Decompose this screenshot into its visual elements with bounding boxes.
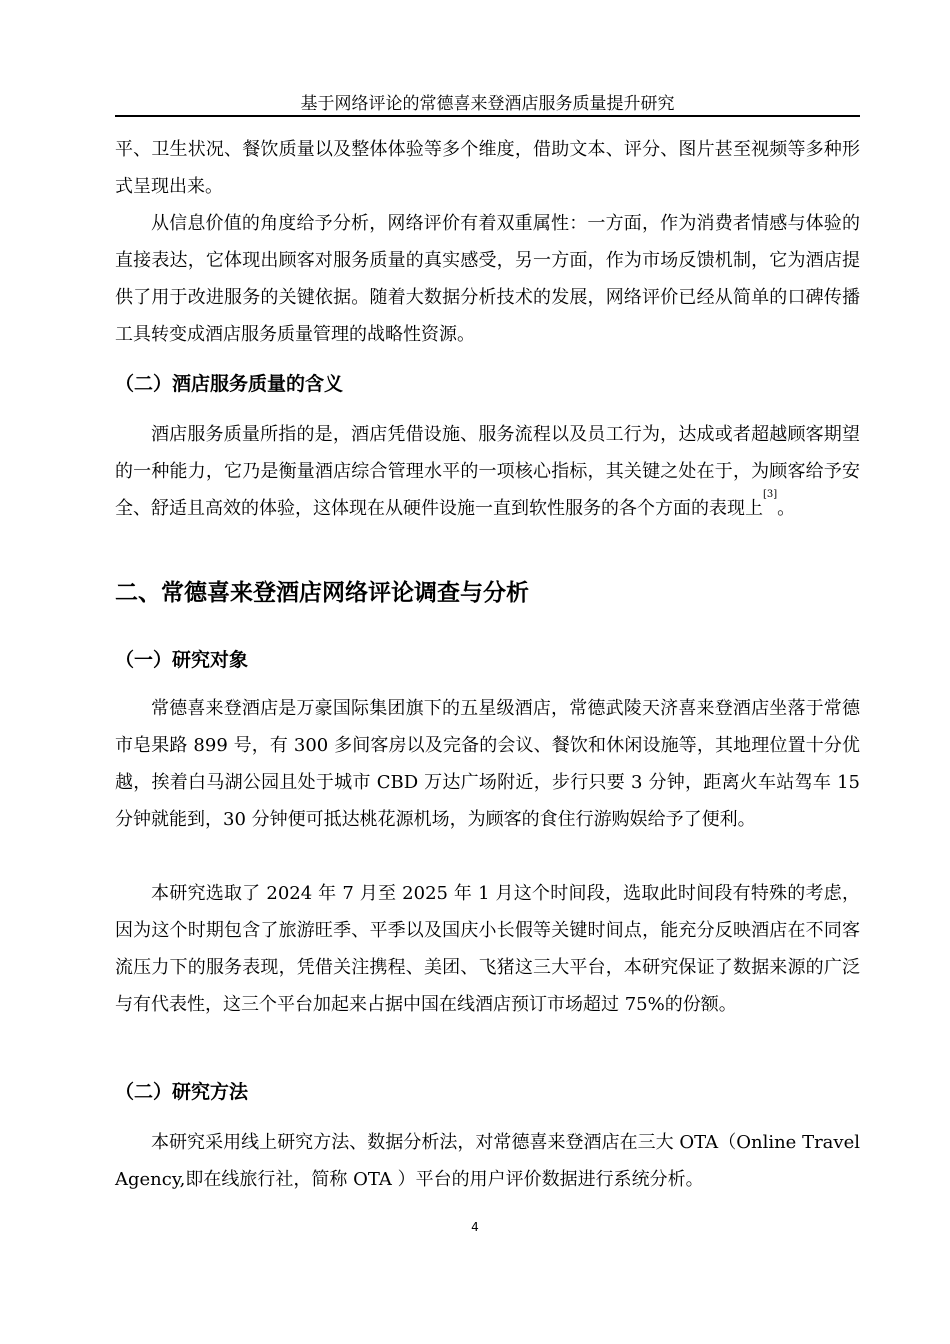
page-number: 4 xyxy=(471,1220,479,1234)
heading-research-method: （二）研究方法 xyxy=(115,1081,249,1103)
heading-hotel-service-quality: （二）酒店服务质量的含义 xyxy=(115,373,344,395)
paragraph-hotel-intro: 常德喜来登酒店是万豪国际集团旗下的五星级酒店，常德武陵天济喜来登酒店坐落于常德市皂果路 899 号，有 300 多间客房以及完备的会议、餐饮和休闲设施等，其地理位置十分优越，挨着白马湖公园且处于城市 CBD 万达广场附近，步行只要 3 分钟，距离火车站驾车 15 分钟就能到，30 分钟便可抵达桃花源机场，为顾客的食住行游购娱给予了便利。 xyxy=(115,698,860,830)
paragraph-method: 本研究采用线上研究方法、数据分析法，对常德喜来登酒店在三大 OTA（Online Travel Agency,即在线旅行社，简称 OTA ）平台的用户评价数据进行系统分析。 xyxy=(115,1132,860,1190)
paragraph-network-review-value: 从信息价值的角度给予分析，网络评价有着双重属性：一方面，作为消费者情感与体验的直接表达，它体现出顾客对服务质量的真实感受，另一方面，作为市场反馈机制，它为酒店提供了用于改进服务的关键依据。随着大数据分析技术的发展，网络评价已经从简单的口碑传播工具转变成酒店服务质量管理的战略性资源。 xyxy=(115,213,860,345)
paragraph-continued: 平、卫生状况、餐饮质量以及整体体验等多个维度，借助文本、评分、图片甚至视频等多种形式呈现出来。 xyxy=(115,139,860,197)
paragraph-research-period: 本研究选取了 2024 年 7 月至 2025 年 1 月这个时间段，选取此时间段有特殊的考虑，因为这个时期包含了旅游旺季、平季以及国庆小长假等关键时间点，能充分反映酒店在不同客流压力下的服务表现，凭借关注携程、美团、飞猪这三大平台，本研究保证了数据来源的广泛与有代表性，这三个平台加起来占据中国在线酒店预订市场超过 75%的份额。 xyxy=(115,883,860,1015)
heading-research-object: （一）研究对象 xyxy=(115,649,249,671)
running-header: 基于网络评论的常德喜来登酒店服务质量提升研究 xyxy=(300,94,675,114)
citation-ref: [3] xyxy=(763,489,778,500)
heading-section-two: 二、常德喜来登酒店网络评论调查与分析 xyxy=(115,580,529,606)
header-rule xyxy=(115,115,860,117)
paragraph-text: 酒店服务质量所指的是，酒店凭借设施、服务流程以及员工行为，达成或者超越顾客期望的一种能力，它乃是衡量酒店综合管理水平的一项核心指标，其关键之处在于，为顾客给予安全、舒适且高效的体验，这体现在从硬件设施一直到软性服务的各个方面的表现上 xyxy=(115,424,860,519)
paragraph-service-quality-definition xyxy=(115,416,860,527)
paragraph-end: 。 xyxy=(777,498,796,519)
